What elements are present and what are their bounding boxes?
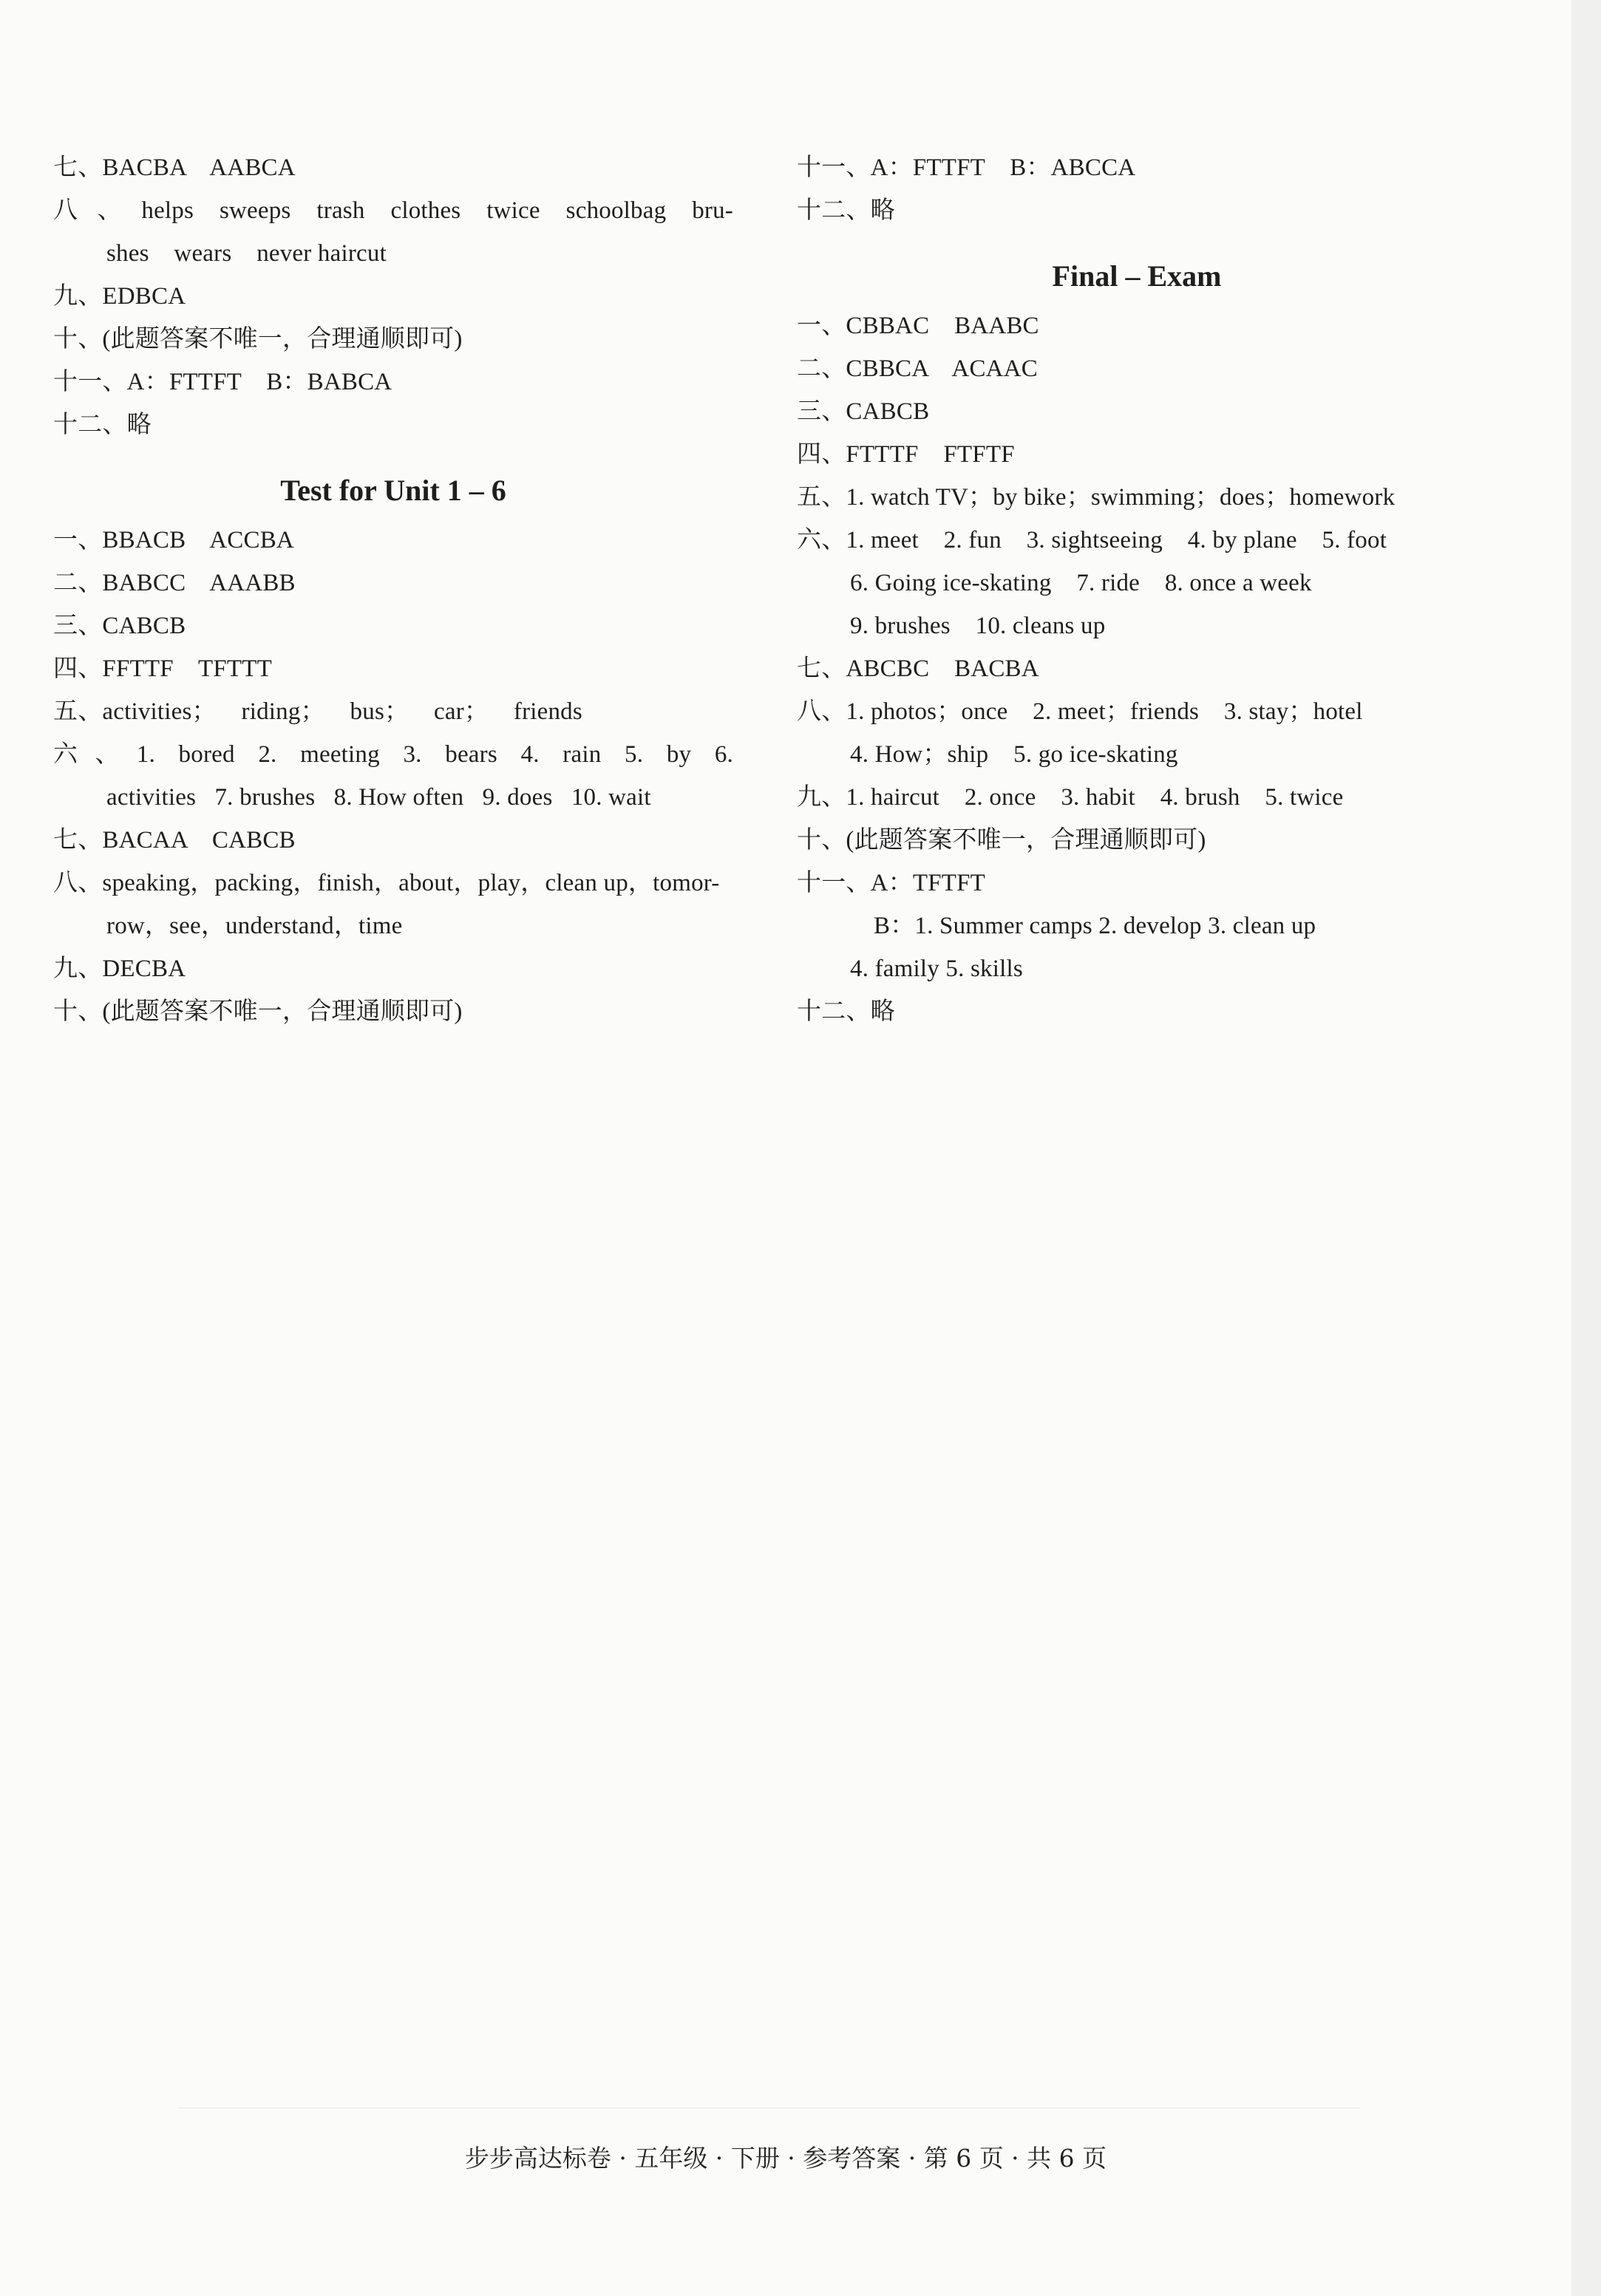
answer-line: 六、1. meet 2. fun 3. sightseeing 4. by plane 5. foot xyxy=(797,527,1387,553)
answer-line: 十、(此题答案不唯一，合理通顺即可) xyxy=(53,326,463,352)
page-edge-shadow xyxy=(1571,0,1601,2296)
answer-line: 十一、A：FTTFT B：ABCCA xyxy=(797,154,1136,181)
answer-line: 三、CABCB xyxy=(53,613,186,639)
answer-line: 三、CABCB xyxy=(797,398,930,425)
answer-line: 9. brushes 10. cleans up xyxy=(850,613,1106,639)
answer-line: 十、(此题答案不唯一，合理通顺即可) xyxy=(53,998,463,1025)
answer-line: 九、EDBCA xyxy=(53,283,186,310)
answer-line: 七、ABCBC BACBA xyxy=(797,655,1039,682)
page-footer: 步步高达标卷 · 五年级 · 下册 · 参考答案 · 第 6 页 · 共 6 页 xyxy=(464,2144,1107,2173)
answer-line: 6. Going ice-skating 7. ride 8. once a week xyxy=(850,570,1312,596)
answer-line: 五、1. watch TV；by bike；swimming；does；homework xyxy=(797,484,1396,511)
answer-line: 一、CBBAC BAABC xyxy=(797,313,1039,339)
right-column xyxy=(797,146,1477,1033)
answer-line: shes wears never haircut xyxy=(106,240,387,267)
answer-line: 四、FFTTF TFTTT xyxy=(53,655,272,682)
answer-line: 二、CBBCA ACAAC xyxy=(797,355,1038,382)
answer-line: 十一、A：TFTFT xyxy=(797,870,986,896)
left-column xyxy=(53,146,733,1033)
answer-line: 九、DECBA xyxy=(53,955,186,982)
answer-line: B：1. Summer camps 2. develop 3. clean up xyxy=(874,913,1316,939)
answer-line: 五、activities； riding； bus； car； friends xyxy=(53,698,582,725)
answer-line: 七、BACBA AABCA xyxy=(53,154,296,181)
answer-line: 十一、A：FTTFT B：BABCA xyxy=(53,369,392,395)
answer-line: 十二、略 xyxy=(797,998,895,1025)
answer-line: 九、1. haircut 2. once 3. habit 4. brush 5. twice xyxy=(797,784,1344,811)
answer-line: 八、1. photos；once 2. meet；friends 3. stay；hotel xyxy=(797,698,1363,725)
answer-line: 4. family 5. skills xyxy=(850,955,1023,982)
answer-line: 十、(此题答案不唯一，合理通顺即可) xyxy=(797,827,1206,854)
answer-line: 四、FTTTF FTFTF xyxy=(797,441,1015,468)
answer-line: activities 7. brushes 8. How often 9. does 10. wait xyxy=(106,784,651,811)
answer-line: 十二、略 xyxy=(53,412,152,438)
section-heading-final-exam: Final – Exam xyxy=(1052,259,1222,293)
answer-line: row，see，understand，time xyxy=(106,913,403,939)
section-heading-test-unit-1-6: Test for Unit 1 – 6 xyxy=(280,474,506,507)
answer-line: 八、speaking，packing，finish，about，play，clean up，tomor- xyxy=(53,870,720,896)
answer-line: 十二、略 xyxy=(797,197,895,224)
answer-line: 七、BACAA CABCB xyxy=(53,827,296,854)
answer-line: 六、1. bored 2. meeting 3. bears 4. rain 5. by 6. xyxy=(53,741,733,768)
answer-line: 八、helps sweeps trash clothes twice schoolbag bru- xyxy=(53,197,733,224)
answer-line: 4. How；ship 5. go ice-skating xyxy=(850,741,1178,768)
answer-line: 一、BBACB ACCBA xyxy=(53,527,294,553)
answer-line: 二、BABCC AAABB xyxy=(53,570,296,596)
